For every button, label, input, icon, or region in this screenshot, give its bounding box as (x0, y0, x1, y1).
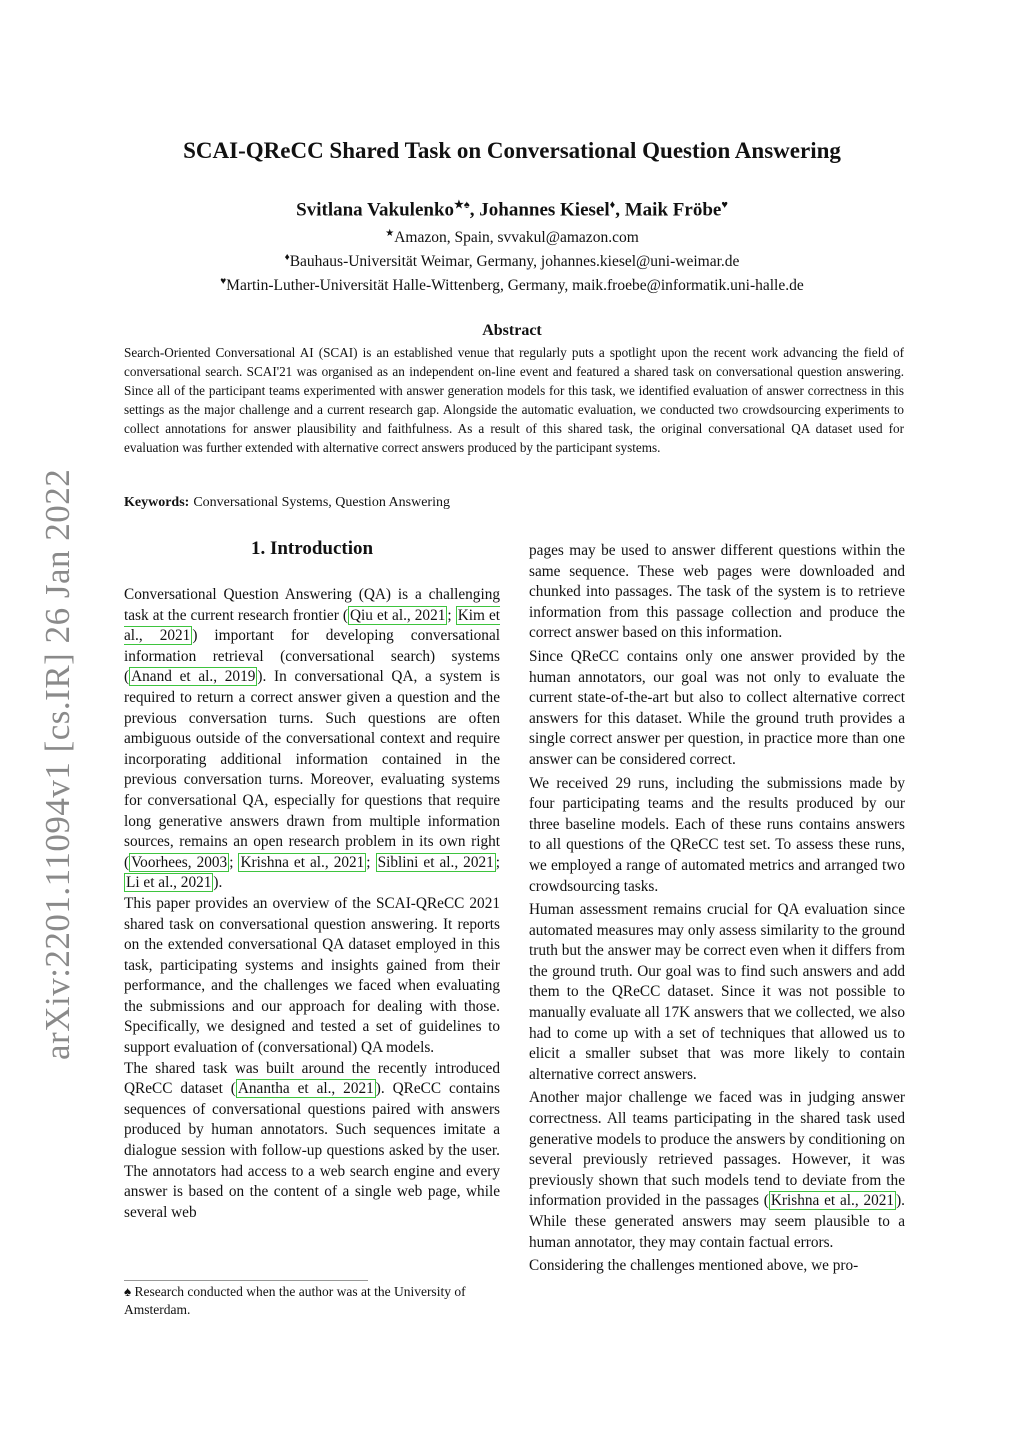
paragraph: Human assessment remains crucial for QA evaluation since automated measures may only assess similarity to the ground truth but the answer may be correct even when it differs from the ground truth. Our goal was to find such answers and add them to the QReCC dataset. Since it was not possible to manually evaluate all 17K answers that we collected, we also had to come up with a set of techniques that allowed us to elicit a smaller subset that was more likely to contain alternative correct answers. (529, 901, 905, 1083)
author-marks: ♥ (721, 199, 728, 211)
paragraph: Another major challenge we faced was in judging answer correctness. All teams participating in the shared task used generative models to produce the answers by conditioning on several previously retrieved passages. However, it was previously shown that such models tend to deviate from the information provided in the passages ( Krishna et al., 2021 ). While these generated answers may seem plausible to a human annotator, they may contain factual errors. (529, 1089, 905, 1251)
section-heading: 1. Introduction (250, 538, 374, 559)
paragraph: We received 29 runs, including the submissions made by four participating teams and the results produced by our three baseline models. Each of these runs contains answers to all questions of the QReCC test set. To assess these runs, we employed a range of automated metrics and arranged two crowdsourcing tasks. (529, 774, 905, 895)
footnote-mark: ♠ (124, 1284, 132, 1299)
paper-title: SCAI-QReCC Shared Task on Conversational Question Answering (183, 138, 841, 163)
citation-link[interactable]: Li et al., 2021 (126, 874, 212, 892)
citation-link[interactable]: Qiu et al., 2021 (349, 606, 446, 624)
right-column (529, 541, 905, 1280)
paragraph: Since QReCC contains only one answer provided by the human annotators, our goal was not only to evaluate the current state-of-the-art but also to collect alternative correct answers for this dataset. While the ground truth provides a single correct answer per question, in practice more than one answer can be considered correct. (529, 647, 905, 768)
citation-link[interactable]: Anantha et al., 2021 (237, 1080, 374, 1098)
affiliation-mark: ♦ (284, 252, 290, 263)
affiliation-line: ♥Martin-Luther-Universität Halle-Wittenberg, Germany, maik.froebe@informatik.uni-halle.de (220, 276, 804, 295)
citation-link[interactable]: Krishna et al., 2021 (770, 1192, 895, 1210)
author-name: Maik Fröbe (624, 199, 722, 221)
paragraph: Conversational Question Answering (QA) is a challenging task at the current research frontier ( Qiu et al., 2021 ; Kim et al., 2021 ) important for developing conversational information retrieval (conversational search) systems ( Anand et al., 2019 ). In conversational QA, a system is required to return a correct answer given a question and the previous conversation turns. Such questions are often ambiguous outside of the conversational context and require incorporating additional information contained in the previous conversation turns. Moreover, evaluating systems for conversational QA, especially for questions that require long generative answers drawn from multiple information sources, remains an open research problem in its own right ( Voorhees, 2003 ; Krishna et al., 2021 ; Siblini et al., 2021 ; Li et al., 2021 ). (124, 586, 501, 892)
author-marks: ♦ (609, 199, 616, 211)
arxiv-identifier: arXiv:2201.11094v1 [cs.IR] 26 Jan 2022 (38, 468, 77, 1060)
paragraph: The shared task was built around the recently introduced QReCC dataset ( Anantha et al., 2021 ). QReCC contains sequences of conversational questions paired with answers produced by human annotators. Such sequences imitate a dialogue session with follow-up questions asked by the user. The annotators had access to a web search engine and every answer is based on the content of a single web page, while several web (124, 1059, 500, 1221)
citation-link[interactable]: Siblini et al., 2021 (377, 853, 494, 871)
citation-link[interactable]: Voorhees, 2003 (131, 853, 228, 871)
affiliation-mark: ★ (385, 228, 395, 239)
keywords-line (124, 495, 450, 511)
citation-link[interactable]: Kim et al., 2021 (124, 606, 500, 645)
footnote-rule (124, 1280, 368, 1281)
author-name: Svitlana Vakulenko (296, 199, 455, 221)
author-list: Svitlana Vakulenko★♠, Johannes Kiesel♦, Maik Fröbe♥ (296, 199, 728, 221)
abstract-heading: Abstract (482, 322, 542, 339)
paragraph: This paper provides an overview of the SCAI-QReCC 2021 shared task on conversational question answering. It reports on the extended conversational QA dataset employed in this task, participating systems and insights gained from their performance, and the challenges we faced when evaluating the submissions and our approach for dealing with those. Specifically, we designed and tested a set of guidelines to support evaluation of (conversational) QA models. (124, 894, 500, 1057)
citation-link[interactable]: Anand et al., 2019 (131, 668, 256, 686)
paragraph: Considering the challenges mentioned above, we pro- (529, 1257, 859, 1275)
keywords-text: Conversational Systems, Question Answering (193, 495, 450, 510)
author-marks: ★♠ (454, 199, 470, 211)
abstract-text: Search-Oriented Conversational AI (SCAI) is an established venue that regularly puts a spotlight upon the recent work advancing the field of conversational search. SCAI'21 was organised as an independent on-line event and featured a shared task on conversational question answering. Since all of the participant teams experimented with answer generation models for this task, we identified evaluation of answer correctness in this settings as the major challenge and a current research gap. Alongside the automatic evaluation, we conducted two crowdsourcing experiments to collect annotations for answer plausibility and faithfulness. As a result of this shared task, the original conversational QA dataset used for evaluation was further extended with alternative correct answers produced by the participant systems. (124, 345, 904, 455)
affiliation-line: ♦Bauhaus-Universität Weimar, Germany, johannes.kiesel@uni-weimar.de (284, 252, 740, 271)
affiliation-mark: ♥ (220, 276, 227, 287)
left-column (124, 585, 500, 1223)
keywords-label: Keywords: (124, 495, 190, 510)
author-name: Johannes Kiesel (479, 199, 610, 221)
footnote: ♠ Research conducted when the author was at the University of Amsterdam. (124, 1284, 466, 1317)
citation-link[interactable]: Krishna et al., 2021 (240, 853, 365, 871)
affiliation-line: ★Amazon, Spain, svvakul@amazon.com (385, 228, 639, 247)
paragraph: pages may be used to answer different questions within the same sequence. These web pages were downloaded and chunked into passages. The task of the system is to retrieve information from this passage collection and produce the correct answer based on this information. (529, 542, 905, 642)
